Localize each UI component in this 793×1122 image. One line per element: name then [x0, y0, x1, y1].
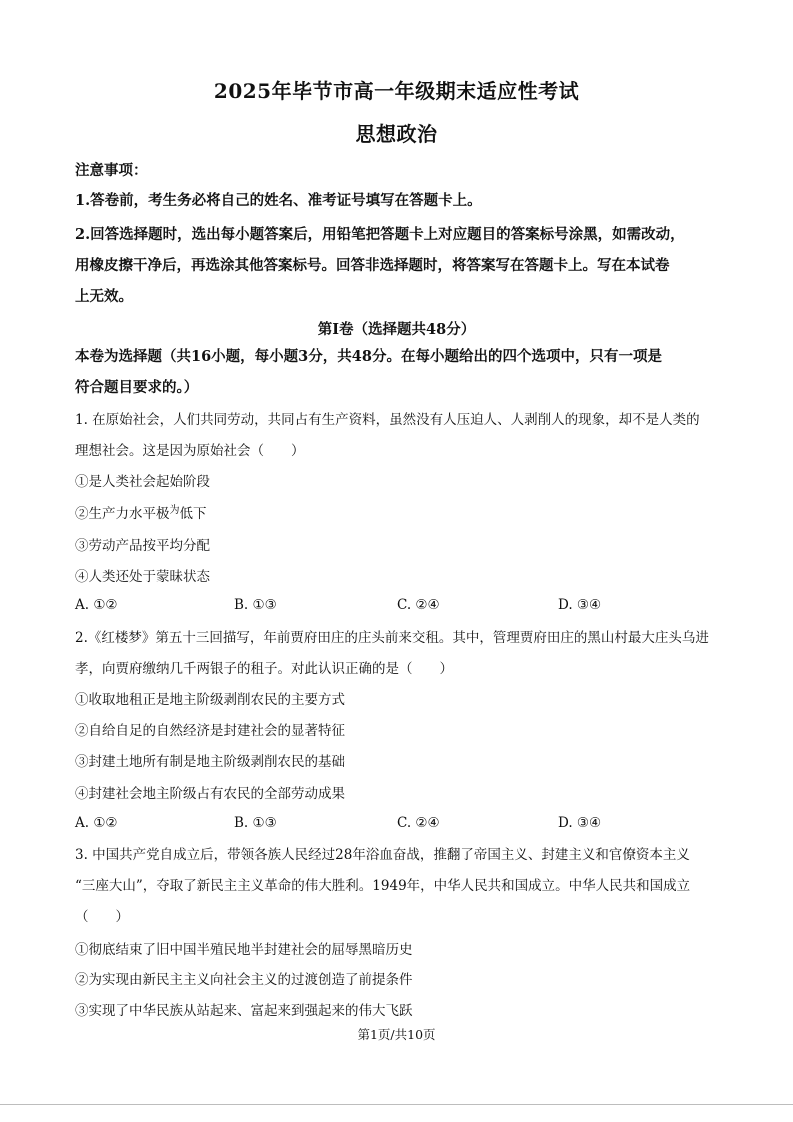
q1-option-d: D. ③④ [558, 597, 602, 613]
q2-statement-4: ④封建社会地主阶级占有农民的全部劳动成果 [75, 786, 345, 802]
q2-statement-1: ①收取地租正是地主阶级剥削农民的主要方式 [75, 692, 345, 708]
notice-heading: 注意事项： [75, 162, 148, 179]
q2-option-a: A. ①② [75, 815, 118, 831]
q3-statement-3: ③实现了中华民族从站起来、富起来到强起来的伟大飞跃 [75, 1003, 413, 1019]
q2-option-c: C. ②④ [397, 815, 440, 831]
q1-statement-3: ③劳动产品按平均分配 [75, 538, 210, 554]
q2-statement-3: ③封建土地所有制是地主阶级剥削农民的基础 [75, 754, 345, 770]
q3-stem-line-2: “三座大山”，夺取了新民主主义革命的伟大胜利。1949年，中华人民共和国成立。中华人民共和国成立 [75, 878, 691, 894]
section-intro-line-2: 符合题目要求的。） [75, 379, 199, 396]
q1-statement-4: ④人类还处于蒙昧状态 [75, 569, 210, 585]
notice-item-2-line-3: 上无效。 [75, 288, 133, 305]
q1-statement-2-part-a: ②生产力水平极 [75, 506, 170, 522]
section-intro-line-1: 本卷为选择题（共16小题，每小题3分，共48分。在每小题给出的四个选项中，只有一项是 [75, 348, 662, 365]
q1-statement-1: ①是人类社会起始阶段 [75, 474, 210, 490]
q1-stem-line-1: 1. 在原始社会，人们共同劳动，共同占有生产资料，虽然没有人压迫人、人剥削人的现象，却不是人类的 [75, 412, 700, 428]
q3-stem-line-1: 3. 中国共产党自成立后，带领各族人民经过28年浴血奋战，推翻了帝国主义、封建主义和官僚资本主义 [75, 847, 690, 863]
q2-stem-line-2: 孝，向贾府缴纳几千两银子的租子。对此认识正确的是（ ） [75, 661, 453, 677]
q2-stem-line-1: 2.《红楼梦》第五十三回描写，年前贾府田庄的庄头前来交租。其中，管理贾府田庄的黑山村最大庄头乌进 [75, 630, 709, 646]
q2-option-b: B. ①③ [234, 815, 277, 831]
bottom-divider [0, 1104, 793, 1105]
notice-item-1: 1.答卷前，考生务必将自己的姓名、准考证号填写在答题卡上。 [75, 192, 482, 209]
notice-item-2-line-2: 用橡皮擦干净后，再选涂其他答案标号。回答非选择题时，将答案写在答题卡上。写在本试卷 [75, 257, 670, 274]
subject-title: 思想政治 [355, 122, 438, 146]
q1-stem-line-2: 理想社会。这是因为原始社会（ ） [75, 443, 305, 459]
q1-statement-2-sup: 为 [169, 505, 180, 516]
q1-statement-2-part-b: 低下 [179, 506, 207, 522]
q2-statement-2: ②自给自足的自然经济是封建社会的显著特征 [75, 723, 345, 739]
q3-stem-line-3: （ ） [75, 909, 129, 925]
q3-statement-2: ②为实现由新民主主义向社会主义的过渡创造了前提条件 [75, 972, 413, 988]
q1-option-b: B. ①③ [234, 597, 277, 613]
q1-statement-2 [75, 504, 735, 526]
section-title: 第Ⅰ卷（选择题共48分） [317, 321, 476, 338]
q1-option-a: A. ①② [75, 597, 118, 613]
q3-statement-1: ①彻底结束了旧中国半殖民地半封建社会的屈辱黑暗历史 [75, 942, 413, 958]
page-number: 第1页/共10页 [357, 1027, 436, 1042]
notice-item-2-line-1: 2.回答选择题时，选出每小题答案后，用铅笔把答题卡上对应题目的答案标号涂黑，如需改动， [75, 226, 685, 243]
q1-option-c: C. ②④ [397, 597, 440, 613]
q2-option-d: D. ③④ [558, 815, 602, 831]
exam-title: 2025年毕节市高一年级期末适应性考试 [213, 79, 580, 103]
